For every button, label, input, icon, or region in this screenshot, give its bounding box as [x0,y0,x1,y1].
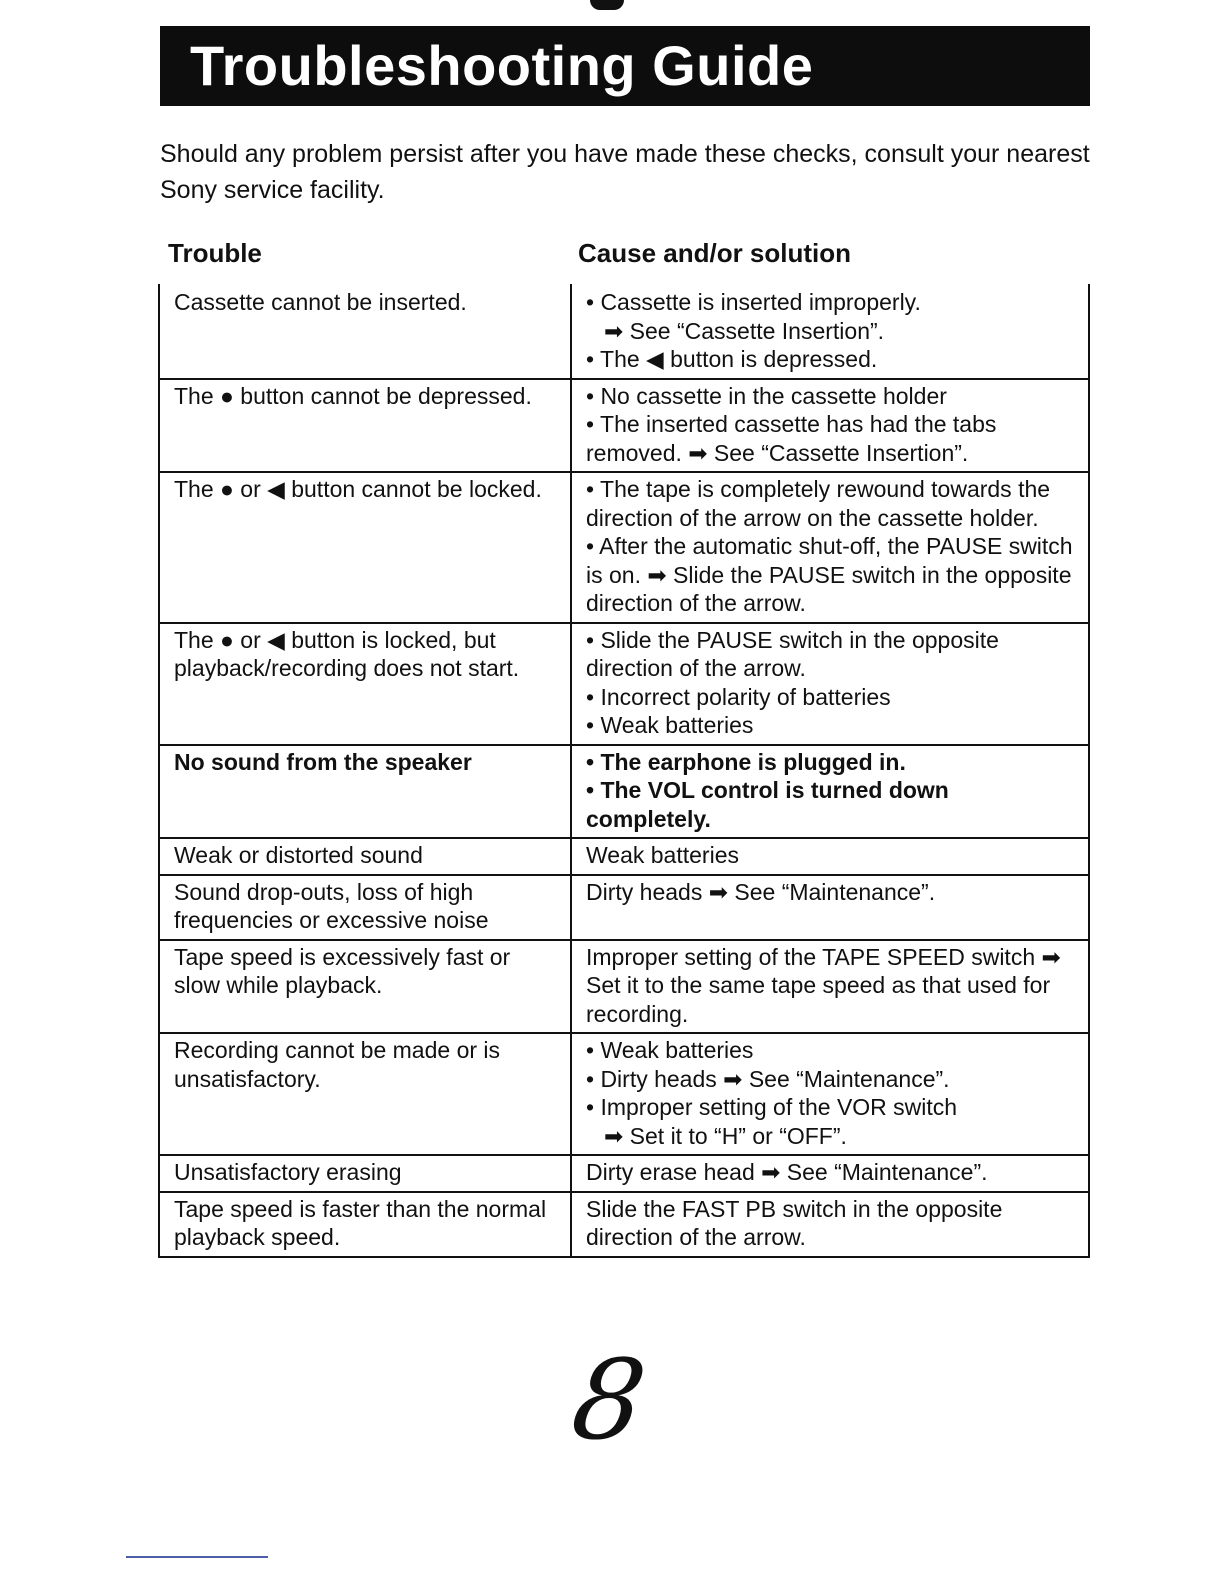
cause-line: Dirty heads ➡ See “Maintenance”. [586,878,936,905]
cause-line: • The earphone is plugged in. [586,748,906,775]
cause-line: Weak batteries [586,842,739,868]
trouble-cell: Tape speed is faster than the normal playback speed. [159,1192,571,1257]
trouble-cell: Recording cannot be made or is unsatisfactory. [159,1033,571,1155]
column-header-cause: Cause and/or solution [578,238,852,268]
cause-cell [571,1192,1089,1257]
trouble-cell: Weak or distorted sound [159,838,571,875]
troubleshooting-table [158,284,1090,1258]
table-row [159,1192,1089,1257]
cause-line: • The VOL control is turned down completely. [586,777,949,832]
cause-cell [571,745,1089,839]
cause-line: • Dirty heads ➡ See “Maintenance”. [586,1065,950,1092]
scan-artifact-line [126,1556,268,1558]
trouble-cell: Unsatisfactory erasing [159,1155,571,1192]
cause-line: • Incorrect polarity of batteries [586,683,891,710]
page-number: 8 [565,1336,653,1464]
trouble-cell: No sound from the speaker [159,745,571,839]
cause-line: ➡ Set it to “H” or “OFF”. [604,1122,847,1149]
table-row [159,1033,1089,1155]
table-row [159,1155,1089,1192]
trouble-cell: Cassette cannot be inserted. [159,284,571,379]
cause-line: • No cassette in the cassette holder [586,382,947,409]
table-row [159,875,1089,940]
table-row [159,838,1089,875]
scan-mark [590,0,624,10]
cause-line: • The tape is completely rewound towards the direction of the arrow on the cassette holder. [586,476,1051,531]
table-row [159,472,1089,623]
cause-line: • After the automatic shut-off, the PAUSE switch is on. ➡ Slide the PAUSE switch in the opposite direction of the arrow. [586,533,1073,616]
cause-cell [571,379,1089,473]
column-header-trouble: Trouble [168,238,262,268]
cause-cell [571,940,1089,1034]
trouble-cell: Tape speed is excessively fast or slow while playback. [159,940,571,1034]
trouble-cell: The ● button cannot be depressed. [159,379,571,473]
cause-line: ➡ See “Cassette Insertion”. [604,317,885,344]
table-row [159,379,1089,473]
cause-line: • The ◀ button is depressed. [586,346,878,372]
trouble-cell: The ● or ◀ button cannot be locked. [159,472,571,623]
cause-cell [571,875,1089,940]
cause-line: • Cassette is inserted improperly. [586,289,921,315]
cause-line: • Weak batteries [586,712,754,738]
trouble-cell: Sound drop-outs, loss of high frequencies or excessive noise [159,875,571,940]
cause-line: • Weak batteries [586,1037,754,1063]
page-title: Troubleshooting Guide [160,26,1090,106]
cause-cell [571,838,1089,875]
cause-cell [571,623,1089,745]
cause-cell [571,284,1089,379]
cause-line: Improper setting of the TAPE SPEED switch ➡ Set it to the same tape speed as that used for recording. [586,943,1061,1027]
intro-paragraph: Should any problem persist after you have made these checks, consult your nearest Sony service facility. [160,140,1090,204]
trouble-cell: The ● or ◀ button is locked, but playback/recording does not start. [159,623,571,745]
cause-line: • Slide the PAUSE switch in the opposite direction of the arrow. [586,626,999,681]
table-row [159,623,1089,745]
cause-line: Slide the FAST PB switch in the opposite direction of the arrow. [586,1195,1003,1250]
cause-line: • The inserted cassette has had the tabs removed. ➡ See “Cassette Insertion”. [586,411,997,466]
cause-cell [571,1155,1089,1192]
cause-cell [571,472,1089,623]
cause-line: • Improper setting of the VOR switch [586,1094,958,1120]
table-row [159,284,1089,379]
cause-cell [571,1033,1089,1155]
table-row [159,745,1089,839]
cause-line: Dirty erase head ➡ See “Maintenance”. [586,1159,988,1185]
table-row [159,940,1089,1034]
